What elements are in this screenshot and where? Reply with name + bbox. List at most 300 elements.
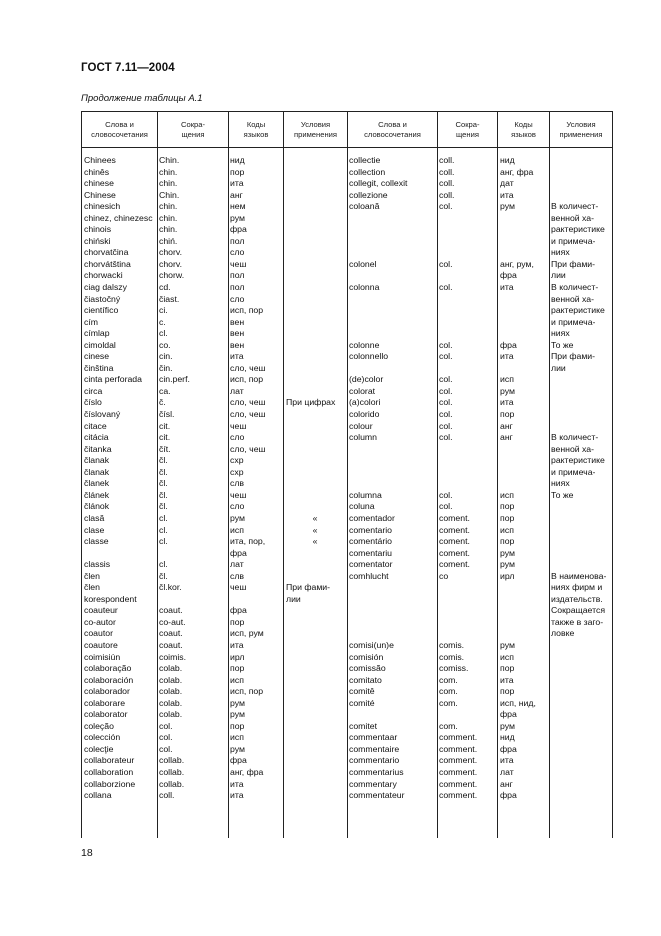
header-words: Слова и словосочетания <box>91 120 148 139</box>
table-row <box>82 663 612 675</box>
cell-condition-2: В количест- <box>551 282 599 293</box>
cell-language-code: вен <box>230 328 245 339</box>
cell-abbreviation-2: coment. <box>439 559 470 570</box>
cell-word: colaborare <box>84 697 126 708</box>
table-row <box>82 190 612 202</box>
table-row <box>82 559 612 571</box>
cell-word: člen <box>84 582 100 593</box>
cell-language-code: нем <box>230 201 246 212</box>
cell-language-code: сло <box>230 501 245 512</box>
table-body <box>82 155 612 802</box>
cell-language-code: сло <box>230 247 245 258</box>
table-row <box>82 282 612 294</box>
cell-word: colecţie <box>84 743 114 754</box>
cell-language-code-2: исп <box>500 489 514 500</box>
cell-word: číslovaný <box>84 409 121 420</box>
cell-abbreviation: cl. <box>159 524 168 535</box>
cell-word: čitanka <box>84 443 112 454</box>
cell-word: classe <box>84 536 109 547</box>
cell-word-2: comité <box>349 697 375 708</box>
cell-abbreviation: cit. <box>159 420 171 431</box>
cell-abbreviation: c. <box>159 316 166 327</box>
cell-language-code-2: рум <box>500 559 515 570</box>
cell-abbreviation-2: col. <box>439 397 453 408</box>
table-row <box>82 351 612 363</box>
table-row <box>82 478 612 490</box>
table-row <box>82 363 612 375</box>
cell-condition-2: ниях <box>551 478 570 489</box>
table-row <box>82 675 612 687</box>
table-row <box>82 247 612 259</box>
cell-language-code: чеш <box>230 420 247 431</box>
cell-word: colaboração <box>84 663 132 674</box>
cell-abbreviation-2: col. <box>439 201 453 212</box>
cell-word: člen <box>84 570 100 581</box>
cell-language-code-2: рум <box>500 385 515 396</box>
cell-abbreviation: cl. <box>159 536 168 547</box>
table-row <box>82 155 612 167</box>
cell-condition-2: и примеча- <box>551 235 596 246</box>
cell-word-2: comitato <box>349 674 382 685</box>
cell-word: činština <box>84 362 114 373</box>
cell-abbreviation: ca. <box>159 385 171 396</box>
cell-word-2: colonel <box>349 258 377 269</box>
cell-language-code-2: ита <box>500 755 514 766</box>
cell-language-code: ита, пор, <box>230 536 266 547</box>
cell-language-code: вен <box>230 316 245 327</box>
table-row <box>82 409 612 421</box>
cell-language-code: сло, чеш <box>230 362 266 373</box>
cell-word: chorvatčina <box>84 247 129 258</box>
cell-condition: « <box>312 524 318 535</box>
table-row <box>82 501 612 513</box>
cell-language-code: анг <box>230 189 243 200</box>
cell-abbreviation: colab. <box>159 674 183 685</box>
table-row <box>82 525 612 537</box>
cell-condition-2: В количест- <box>551 201 599 212</box>
cell-word: classis <box>84 559 111 570</box>
cell-word: clasă <box>84 512 105 523</box>
cell-abbreviation: collab. <box>159 766 185 777</box>
cell-language-code: исп, пор <box>230 374 264 385</box>
cell-condition-2: При фами- <box>551 351 596 362</box>
cell-language-code-2: рум <box>500 201 515 212</box>
cell-abbreviation: cin.perf. <box>159 374 190 385</box>
cell-language-code: чеш <box>230 258 247 269</box>
cell-word: collaborateur <box>84 755 135 766</box>
cell-abbreviation-2: comment. <box>439 743 478 754</box>
cell-condition-2: венной ха- <box>551 443 595 454</box>
cell-language-code: вен <box>230 339 245 350</box>
cell-word-2: (a)colori <box>349 397 381 408</box>
cell-word-2: comentario <box>349 524 392 535</box>
cell-language-code-2: ита <box>500 674 514 685</box>
cell-language-code-2: лат <box>500 766 514 777</box>
cell-word: cinese <box>84 351 110 362</box>
cell-abbreviation: čiast. <box>159 293 180 304</box>
cell-condition-2: лии <box>551 270 566 281</box>
cell-word-2: commentario <box>349 755 400 766</box>
cell-language-code-2: ита <box>500 282 514 293</box>
cell-word: circa <box>84 385 103 396</box>
table-row <box>82 467 612 479</box>
cell-abbreviation: col. <box>159 720 173 731</box>
table-row <box>82 709 612 721</box>
table-row <box>82 536 612 548</box>
cell-abbreviation: čin. <box>159 362 173 373</box>
cell-abbreviation-2: col. <box>439 351 453 362</box>
cell-abbreviation: coaut. <box>159 605 183 616</box>
cell-word-2: coloană <box>349 201 380 212</box>
header-conditions-2: Условия применения <box>559 120 603 139</box>
table-row <box>82 767 612 779</box>
cell-word-2: comisión <box>349 651 384 662</box>
cell-language-code: схр <box>230 455 244 466</box>
cell-abbreviation: cl. <box>159 559 168 570</box>
cell-language-code: ита <box>230 639 244 650</box>
cell-abbreviation-2: coll. <box>439 189 455 200</box>
cell-condition-2: ниях <box>551 247 570 258</box>
table-row <box>82 548 612 560</box>
table-row <box>82 779 612 791</box>
cell-word: chinese <box>84 178 114 189</box>
header-words-2: Слова и словосочетания <box>364 120 421 139</box>
cell-language-code: исп, рум <box>230 628 264 639</box>
cell-language-code: фра <box>230 755 247 766</box>
cell-language-code: рум <box>230 512 245 523</box>
cell-language-code: пор <box>230 720 245 731</box>
cell-abbreviation-2: coll. <box>439 155 455 165</box>
cell-word-2: coluna <box>349 501 375 512</box>
cell-word: collaboration <box>84 766 134 777</box>
table-row <box>82 374 612 386</box>
document-header: ГОСТ 7.11—2004 <box>81 62 175 74</box>
cell-abbreviation: čl. <box>159 570 168 581</box>
table-row <box>82 397 612 409</box>
cell-abbreviation-2: com. <box>439 697 458 708</box>
cell-condition-2: венной ха- <box>551 212 595 223</box>
cell-word: coautor <box>84 628 113 639</box>
cell-abbreviation: colab. <box>159 663 183 674</box>
cell-word: čiastočný <box>84 293 121 304</box>
cell-abbreviation-2: coll. <box>439 178 455 189</box>
cell-abbreviation: cl. <box>159 512 168 523</box>
abbreviations-table <box>81 111 613 838</box>
cell-language-code: исп <box>230 732 244 743</box>
cell-word: članak <box>84 455 110 466</box>
table-row <box>82 455 612 467</box>
cell-language-code: пол <box>230 270 245 281</box>
cell-language-code: исп, пор <box>230 305 264 316</box>
cell-language-code: исп, пор <box>230 686 264 697</box>
table-row <box>82 790 612 802</box>
cell-word-2: colonnello <box>349 351 389 362</box>
cell-language-code-2: ита <box>500 189 514 200</box>
cell-language-code: чеш <box>230 489 247 500</box>
cell-abbreviation: co-aut. <box>159 616 186 627</box>
header-language-codes: Коды языков <box>243 120 269 139</box>
cell-condition-2: венной ха- <box>551 293 595 304</box>
cell-word: chinez, chinezesc <box>84 212 153 223</box>
table-row <box>82 178 612 190</box>
header-language-codes-2: Коды языков <box>511 120 536 139</box>
cell-language-code: рум <box>230 697 245 708</box>
cell-language-code: рум <box>230 709 245 720</box>
cell-abbreviation-2: col. <box>439 339 453 350</box>
cell-abbreviation: col. <box>159 743 173 754</box>
table-row <box>82 294 612 306</box>
cell-language-code: пор <box>230 616 245 627</box>
table-row <box>82 167 612 179</box>
table-row <box>82 721 612 733</box>
cell-language-code: пол <box>230 282 245 293</box>
cell-language-code: сло, чеш <box>230 397 266 408</box>
cell-condition-2: В наименова- <box>551 570 607 581</box>
cell-condition-2: рактеристике <box>551 455 605 466</box>
cell-word: chiński <box>84 235 111 246</box>
cell-abbreviation: coimis. <box>159 651 187 662</box>
cell-abbreviation: coaut. <box>159 639 183 650</box>
cell-abbreviation: cin. <box>159 351 173 362</box>
cell-abbreviation: chin. <box>159 224 178 235</box>
cell-language-code-2: фра <box>500 270 517 281</box>
cell-language-code: ита <box>230 178 244 189</box>
cell-abbreviation-2: com. <box>439 686 458 697</box>
cell-abbreviation-2: comment. <box>439 755 478 766</box>
cell-abbreviation: cl. <box>159 328 168 339</box>
table-row <box>82 213 612 225</box>
cell-language-code-2: рум <box>500 639 515 650</box>
cell-word-2: comhlucht <box>349 570 389 581</box>
table-row <box>82 490 612 502</box>
cell-abbreviation: chin. <box>159 201 178 212</box>
cell-word-2: collezione <box>349 189 388 200</box>
cell-word-2: comentário <box>349 536 392 547</box>
table-row <box>82 732 612 744</box>
table-row <box>82 340 612 352</box>
cell-language-code-2: исп <box>500 524 514 535</box>
cell-abbreviation: chorw. <box>159 270 185 281</box>
header-divider <box>82 147 612 148</box>
cell-word-2: commentary <box>349 778 397 789</box>
cell-word-2: (de)color <box>349 374 384 385</box>
cell-condition-2: издательств. <box>551 593 603 604</box>
cell-condition-2: рактеристике <box>551 224 605 235</box>
cell-language-code-2: фра <box>500 790 517 801</box>
cell-abbreviation: coaut. <box>159 628 183 639</box>
cell-abbreviation-2: col. <box>439 501 453 512</box>
cell-abbreviation-2: comment. <box>439 778 478 789</box>
cell-word: científico <box>84 305 119 316</box>
cell-abbreviation: čl. <box>159 455 168 466</box>
table-row <box>82 744 612 756</box>
cell-word: collaborzione <box>84 778 136 789</box>
cell-word: chorwacki <box>84 270 123 281</box>
cell-word-2: collegit, collexit <box>349 178 408 189</box>
cell-language-code: ита <box>230 351 244 362</box>
cell-language-code-2: рум <box>500 720 515 731</box>
table-row <box>82 594 612 606</box>
cell-abbreviation: ci. <box>159 305 168 316</box>
table-row <box>82 686 612 698</box>
table-row <box>82 224 612 236</box>
cell-word-2: comentador <box>349 512 395 523</box>
cell-abbreviation: chin. <box>159 166 178 177</box>
cell-abbreviation: chorv. <box>159 247 183 258</box>
cell-word-2: commentaar <box>349 732 398 743</box>
cell-word: co-autor <box>84 616 116 627</box>
cell-abbreviation: čl.kor. <box>159 582 182 593</box>
cell-language-code-2: пор <box>500 663 515 674</box>
cell-condition-2: также в заго- <box>551 616 604 627</box>
table-row <box>82 513 612 525</box>
cell-abbreviation: čít. <box>159 443 171 454</box>
cell-abbreviation-2: com. <box>439 720 458 731</box>
cell-language-code-2: фра <box>500 709 517 720</box>
table-row <box>82 605 612 617</box>
cell-condition-2: ловке <box>551 628 575 639</box>
cell-word-2: collection <box>349 166 386 177</box>
cell-abbreviation: Chin. <box>159 189 180 200</box>
cell-word-2: colonna <box>349 282 380 293</box>
cell-language-code: фра <box>230 224 247 235</box>
cell-condition: При цифрах <box>286 397 336 408</box>
cell-word: cinta perforada <box>84 374 142 385</box>
page-number: 18 <box>81 847 93 859</box>
cell-language-code-2: фра <box>500 339 517 350</box>
cell-abbreviation: čl. <box>159 466 168 477</box>
cell-abbreviation-2: col. <box>439 432 453 443</box>
cell-word: citace <box>84 420 107 431</box>
table-row <box>82 236 612 248</box>
cell-language-code-2: исп <box>500 651 514 662</box>
cell-abbreviation: chin. <box>159 178 178 189</box>
cell-language-code-2: ита <box>500 397 514 408</box>
cell-abbreviation: Chin. <box>159 155 180 165</box>
cell-language-code: сло, чеш <box>230 443 266 454</box>
cell-language-code: ита <box>230 778 244 789</box>
cell-condition: лии <box>286 593 301 604</box>
cell-abbreviation: čl. <box>159 478 168 489</box>
cell-condition: « <box>312 512 318 523</box>
cell-word-2: comissão <box>349 663 386 674</box>
cell-language-code: пор <box>230 166 245 177</box>
cell-word: colaborador <box>84 686 130 697</box>
table-row <box>82 421 612 433</box>
cell-word-2: column <box>349 432 378 443</box>
cell-word: citácia <box>84 432 109 443</box>
cell-word: korespondent <box>84 593 137 604</box>
cell-language-code: чеш <box>230 582 247 593</box>
cell-condition-2: В количест- <box>551 432 599 443</box>
cell-language-code-2: анг <box>500 432 513 443</box>
cell-abbreviation: čl. <box>159 501 168 512</box>
cell-language-code-2: нид <box>500 732 515 743</box>
cell-abbreviation-2: coment. <box>439 547 470 558</box>
table-row <box>82 640 612 652</box>
cell-word: článek <box>84 489 110 500</box>
cell-word: coleção <box>84 720 114 731</box>
cell-word-2: comitê <box>349 686 375 697</box>
cell-abbreviation: cd. <box>159 282 171 293</box>
cell-word: chinês <box>84 166 110 177</box>
cell-language-code: рум <box>230 212 245 223</box>
cell-abbreviation: co. <box>159 339 171 350</box>
cell-abbreviation-2: comis. <box>439 639 465 650</box>
cell-abbreviation-2: col. <box>439 489 453 500</box>
table-row <box>82 259 612 271</box>
cell-word-2: colonne <box>349 339 380 350</box>
cell-word-2: commentarius <box>349 766 404 777</box>
cell-word-2: comisi(un)e <box>349 639 394 650</box>
cell-word: Chinese <box>84 189 116 200</box>
cell-language-code: лат <box>230 385 244 396</box>
cell-abbreviation: col. <box>159 732 173 743</box>
cell-condition-2: При фами- <box>551 258 596 269</box>
cell-language-code-2: анг <box>500 778 513 789</box>
cell-abbreviation-2: comment. <box>439 732 478 743</box>
cell-abbreviation-2: col. <box>439 258 453 269</box>
cell-language-code-2: рум <box>500 547 515 558</box>
cell-abbreviation: collab. <box>159 778 185 789</box>
cell-word: címlap <box>84 328 110 339</box>
cell-word: cím <box>84 316 98 327</box>
cell-word-2: columna <box>349 489 382 500</box>
cell-abbreviation-2: coment. <box>439 524 470 535</box>
table-row <box>82 698 612 710</box>
header-abbreviations: Сокра- щения <box>180 120 205 139</box>
cell-abbreviation: collab. <box>159 755 185 766</box>
header-conditions: Условия применения <box>294 120 337 139</box>
cell-word: članek <box>84 478 110 489</box>
cell-word-2: comentariu <box>349 547 392 558</box>
cell-abbreviation-2: col. <box>439 374 453 385</box>
cell-language-code-2: пор <box>500 512 515 523</box>
cell-word: coautore <box>84 639 118 650</box>
cell-condition-2: То же <box>551 339 574 350</box>
cell-language-code: схр <box>230 466 244 477</box>
cell-abbreviation-2: comis. <box>439 651 465 662</box>
cell-abbreviation-2: com. <box>439 674 458 685</box>
cell-language-code: слв <box>230 570 245 581</box>
cell-language-code-2: анг, рум, <box>500 258 534 269</box>
cell-abbreviation-2: co <box>439 570 449 581</box>
cell-language-code: лат <box>230 559 244 570</box>
table-row <box>82 617 612 629</box>
cell-condition: При фами- <box>286 582 331 593</box>
cell-abbreviation-2: comiss. <box>439 663 469 674</box>
table-row <box>82 386 612 398</box>
cell-word: coauteur <box>84 605 118 616</box>
cell-condition-2: лии <box>551 362 566 373</box>
cell-language-code: сло <box>230 293 245 304</box>
cell-language-code-2: дат <box>500 178 514 189</box>
cell-word: cimoldal <box>84 339 116 350</box>
table-row <box>82 444 612 456</box>
table-row <box>82 317 612 329</box>
cell-word: chinois <box>84 224 112 235</box>
cell-condition: « <box>312 536 318 547</box>
cell-condition-2: ниях <box>551 328 570 339</box>
cell-language-code-2: ирл <box>500 570 515 581</box>
cell-abbreviation-2: col. <box>439 385 453 396</box>
cell-abbreviation: colab. <box>159 709 183 720</box>
cell-language-code: сло <box>230 432 245 443</box>
table-row <box>82 270 612 282</box>
cell-language-code-2: пор <box>500 501 515 512</box>
cell-abbreviation: colab. <box>159 697 183 708</box>
cell-language-code-2: пор <box>500 686 515 697</box>
